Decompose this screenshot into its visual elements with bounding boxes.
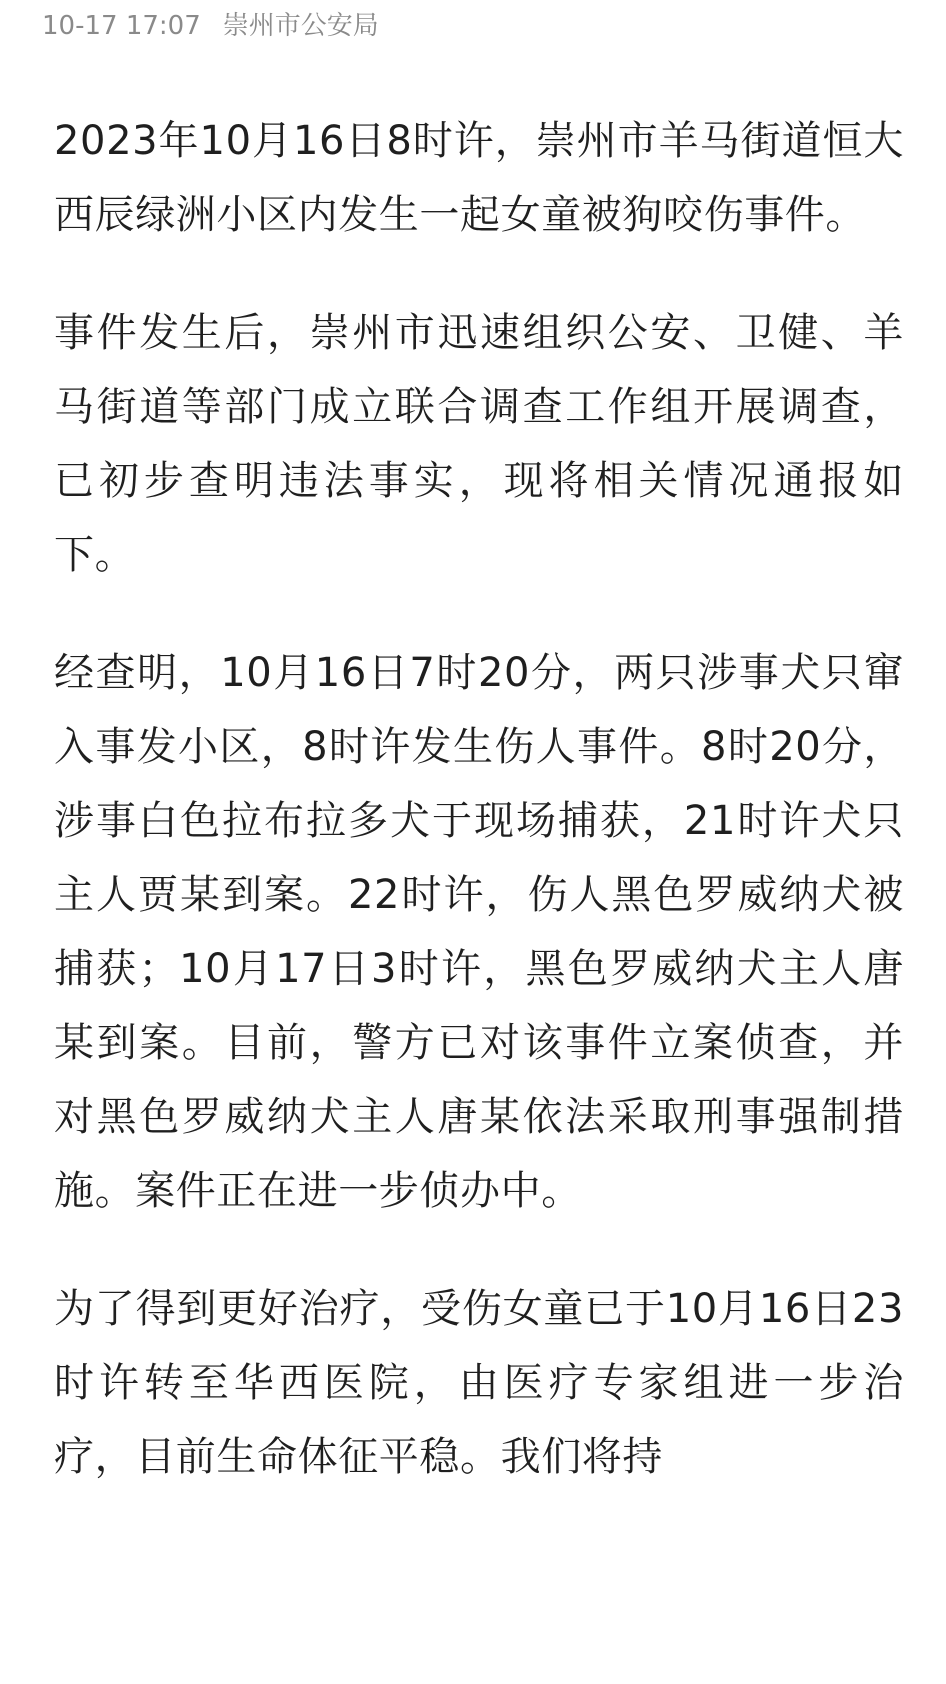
article-paragraph-4: 为了得到更好治疗，受伤女童已于10月16日23时许转至华西医院，由医疗专家组进一步治疗，目前生命体征平稳。我们将持	[54, 1286, 904, 1480]
article-body	[54, 104, 904, 1538]
article-paragraph-3: 经查明，10月16日7时20分，两只涉事犬只窜入事发小区，8时许发生伤人事件。8时20分，涉事白色拉布拉多犬于现场捕获，21时许犬只主人贾某到案。22时许，伤人黑色罗威纳犬被捕获；10月17日3时许，黑色罗威纳犬主人唐某到案。目前，警方已对该事件立案侦查，并对黑色罗威纳犬主人唐某依法采取刑事强制措施。案件正在进一步侦办中。	[54, 650, 904, 1214]
post-timestamp: 10-17 17:07	[42, 11, 201, 41]
post-meta	[42, 6, 379, 46]
article-paragraph-2: 事件发生后，崇州市迅速组织公安、卫健、羊马街道等部门成立联合调查工作组开展调查，已初步查明违法事实，现将相关情况通报如下。	[54, 310, 904, 578]
post-author[interactable]: 崇州市公安局	[222, 11, 379, 41]
article-paragraph-1: 2023年10月16日8时许，崇州市羊马街道恒大西辰绿洲小区内发生一起女童被狗咬伤事件。	[54, 118, 904, 238]
